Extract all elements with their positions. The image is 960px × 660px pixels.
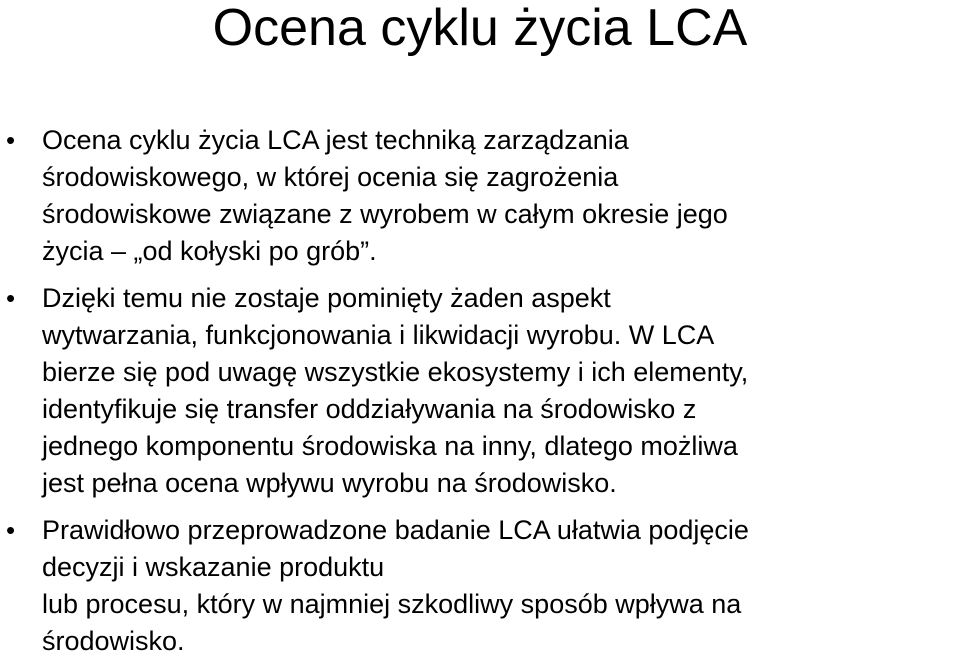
bullet-3-line-3: lub procesu, który w najmniej szkodliwy sposób wpływa na <box>42 589 742 619</box>
bullet-3-line-1: Prawidłowo przeprowadzone badanie LCA ułatwia podjęcie <box>42 515 749 545</box>
bullet-1-line-1: Ocena cyklu życia LCA jest techniką zarządzania <box>42 125 629 155</box>
bullet-2-line-1: Dzięki temu nie zostaje pominięty żaden aspekt <box>42 283 611 313</box>
bullet-item-1 <box>6 122 960 270</box>
bullet-1-line-4: życia – „od kołyski po grób”. <box>42 236 377 266</box>
bullet-2-line-5: jednego komponentu środowiska na inny, dlatego możliwa <box>42 431 738 461</box>
bullet-item-3 <box>6 512 960 660</box>
bullet-dot-icon: • <box>6 283 16 313</box>
bullet-1-line-2: środowiskowego, w której ocenia się zagrożenia <box>42 162 619 192</box>
bullet-item-2 <box>6 280 960 502</box>
bullet-list <box>6 122 960 660</box>
bullet-2-line-6: jest pełna ocena wpływu wyrobu na środowisko. <box>42 468 617 498</box>
bullet-dot-icon: • <box>6 515 16 545</box>
bullet-text-2 <box>42 280 960 502</box>
bullet-2-line-3: bierze się pod uwagę wszystkie ekosystemy i ich elementy, <box>42 357 749 387</box>
slide-title: Ocena cyklu życia LCA <box>212 0 748 57</box>
bullet-2-line-4: identyfikuje się transfer oddziaływania na środowisko z <box>42 394 697 424</box>
bullet-3-line-2: decyzji i wskazanie produktu <box>42 552 385 582</box>
bullet-3-line-4: środowisko. <box>42 626 185 656</box>
bullet-2-line-2: wytwarzania, funkcjonowania i likwidacji wyrobu. W LCA <box>42 320 715 350</box>
bullet-text-1 <box>42 122 960 270</box>
bullet-dot-icon: • <box>6 125 16 155</box>
bullet-text-3 <box>42 512 960 660</box>
bullet-1-line-3: środowiskowe związane z wyrobem w całym okresie jego <box>42 199 728 229</box>
